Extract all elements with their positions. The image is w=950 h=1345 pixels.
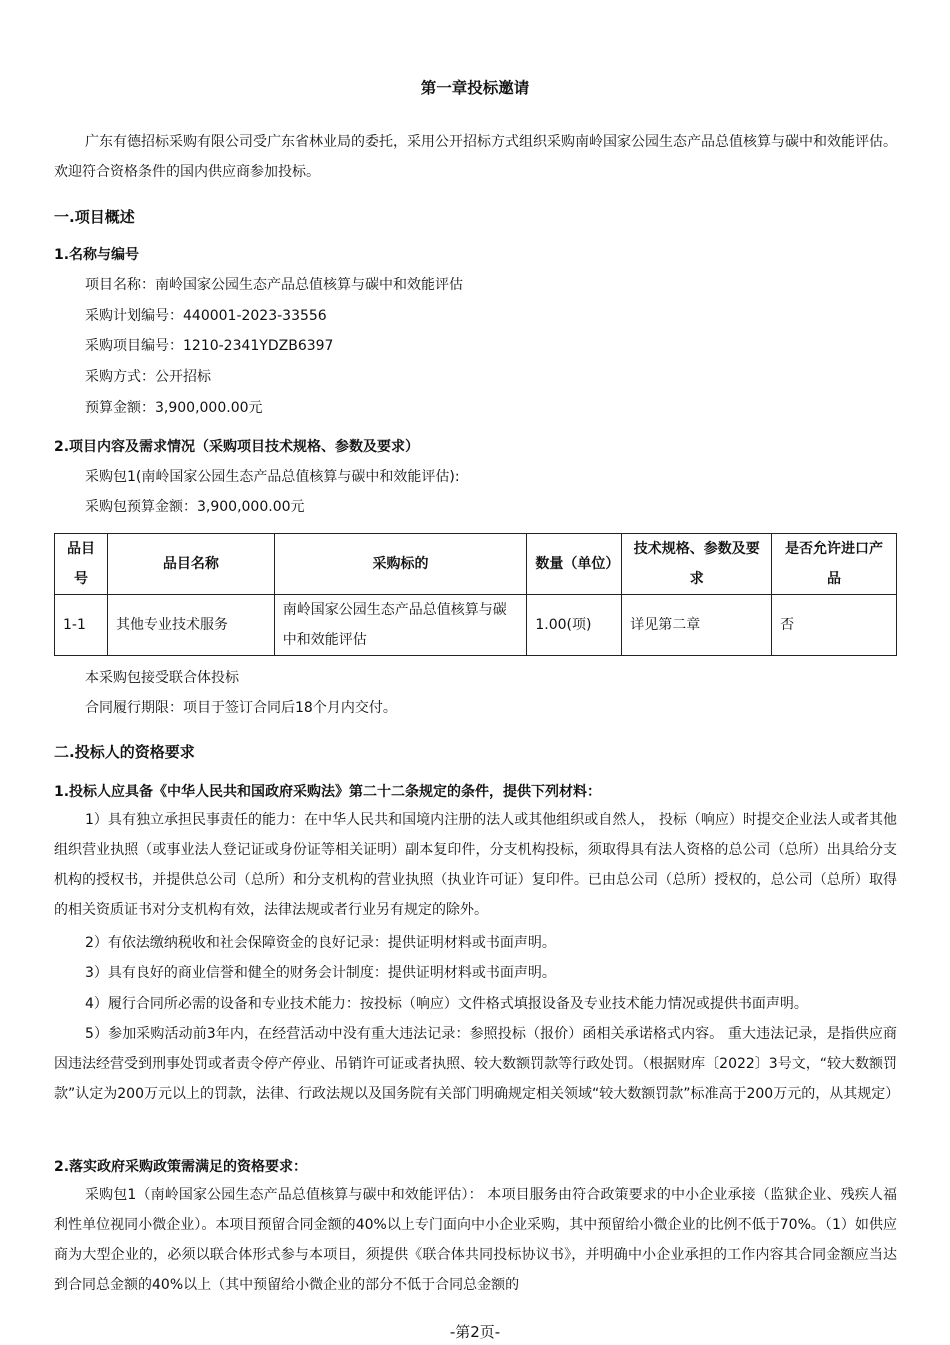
qualification-item-3: 3）具有良好的商业信誉和健全的财务会计制度：提供证明材料或书面声明。: [85, 965, 556, 981]
header-import: 是否允许进口产品: [772, 534, 897, 595]
cell-import: 否: [772, 595, 897, 656]
header-item-name: 品目名称: [107, 534, 274, 595]
budget-amount: 预算金额：3,900,000.00元: [85, 400, 263, 416]
intro-paragraph: 广东有德招标采购有限公司受广东省林业局的委托，采用公开招标方式组织采购南岭国家公园生态产品总值核算与碳中和效能评估。欢迎符合资格条件的国内供应商参加投标。: [54, 134, 897, 180]
table-row: [55, 595, 897, 656]
cell-item-name: 其他专业技术服务: [107, 595, 274, 656]
page-number: -第2页-: [449, 1323, 501, 1341]
cell-item-no: 1-1: [55, 595, 108, 656]
project-name: 项目名称：南岭国家公园生态产品总值核算与碳中和效能评估: [85, 277, 463, 293]
section-heading-qualification: 二.投标人的资格要求: [54, 743, 195, 761]
header-quantity: 数量（单位）: [527, 534, 622, 595]
package-name: 采购包1(南岭国家公园生态产品总值核算与碳中和效能评估):: [85, 469, 460, 485]
header-item-no: 品目号: [55, 534, 108, 595]
header-spec: 技术规格、参数及要求: [622, 534, 772, 595]
qualification-item-5: 5）参加采购活动前3年内，在经营活动中没有重大违法记录：参照投标（报价）函相关承诺格式内容。 重大违法记录，是指供应商因违法经营受到刑事处罚或者责令停产停业、吊销许可证或者执照、较大数额罚款等行政处罚。（根据财库〔2022〕3号文，“较大数额罚款”认定为200万元以上的罚款，法律、行政法规以及国务院有关部门明确规定相关领域“较大数额罚款”标准高于200万元的，从其规定）: [54, 1026, 900, 1102]
subheading-procurement-law: 1.投标人应具备《中华人民共和国政府采购法》第二十二条规定的条件，提供下列材料：: [54, 784, 602, 800]
package-budget: 采购包预算金额：3,900,000.00元: [85, 499, 305, 515]
items-table: [54, 533, 897, 656]
subheading-policy: 2.落实政府采购政策需满足的资格要求：: [54, 1159, 308, 1175]
subheading-name-number: 1.名称与编号: [54, 247, 140, 263]
plan-number: 采购计划编号：440001-2023-33556: [85, 308, 327, 324]
policy-paragraph: 采购包1（南岭国家公园生态产品总值核算与碳中和效能评估）： 本项目服务由符合政策要求的中小企业承接（监狱企业、残疾人福利性单位视同小微企业）。本项目预留合同金额的40%以上专门面向中小企业采购，其中预留给小微企业的比例不低于70%。（1）如供应商为大型企业的，必须以联合体形式参与本项目，须提供《联合体共同投标协议书》，并明确中小企业承担的工作内容其合同金额应当达到合同总金额的40%以上（其中预留给小微企业的部分不低于合同总金额的: [54, 1187, 897, 1293]
contract-period: 合同履行期限：项目于签订合同后18个月内交付。: [85, 700, 397, 716]
procurement-method: 采购方式：公开招标: [85, 369, 211, 385]
consortium-note: 本采购包接受联合体投标: [85, 670, 239, 686]
header-subject: 采购标的: [274, 534, 527, 595]
cell-spec: 详见第二章: [622, 595, 772, 656]
section-heading-overview: 一.项目概述: [54, 208, 135, 226]
qualification-item-2: 2）有依法缴纳税收和社会保障资金的良好记录：提供证明材料或书面声明。: [85, 935, 556, 951]
qualification-item-1: 1）具有独立承担民事责任的能力：在中华人民共和国境内注册的法人或其他组织或自然人， 投标（响应）时提交企业法人或者其他组织营业执照（或事业法人登记证或身份证等相关证明）副本复印件，分支机构投标，须取得具有法人资格的总公司（总所）出具给分支机构的授权书，并提供总公司（总所）和分支机构的营业执照（执业许可证）复印件。已由总公司（总所）授权的，总公司（总所）取得的相关资质证书对分支机构有效，法律法规或者行业另有规定的除外。: [54, 812, 897, 918]
subheading-content: 2.项目内容及需求情况（采购项目技术规格、参数及要求）: [54, 439, 420, 455]
qualification-item-4: 4）履行合同所必需的设备和专业技术能力：按投标（响应）文件格式填报设备及专业技术能力情况或提供书面声明。: [85, 996, 808, 1012]
page-title: 第一章投标邀请: [420, 79, 530, 97]
cell-subject: 南岭国家公园生态产品总值核算与碳中和效能评估: [274, 595, 527, 656]
table-header-row: [55, 534, 897, 595]
project-number: 采购项目编号：1210-2341YDZB6397: [85, 338, 334, 354]
cell-quantity: 1.00(项): [527, 595, 622, 656]
